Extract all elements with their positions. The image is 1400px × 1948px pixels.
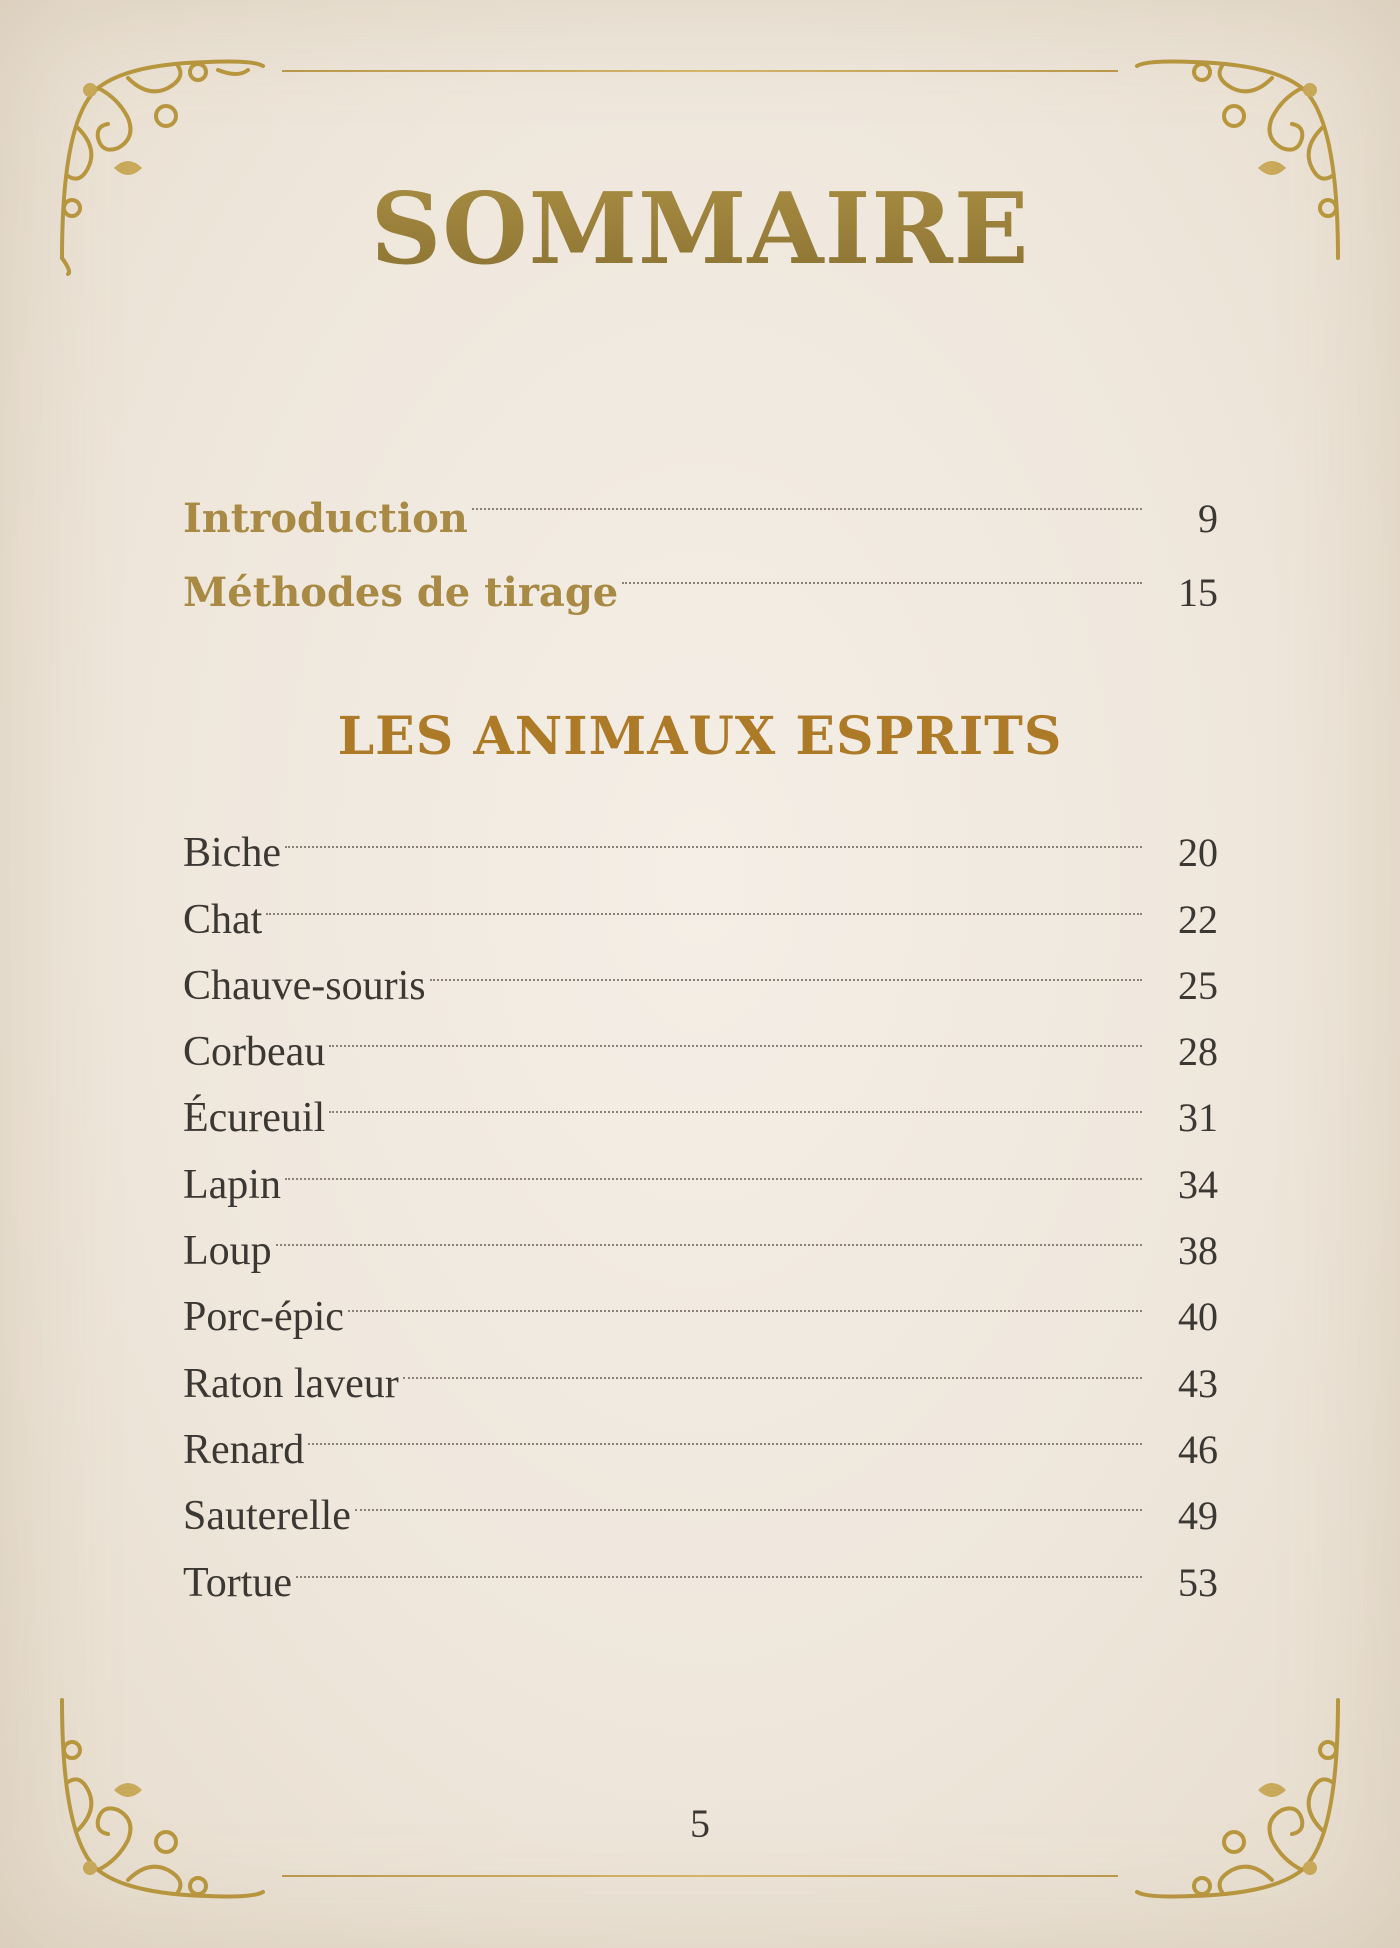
dot-leader [348,1264,1142,1330]
dot-leader [430,933,1142,999]
toc-entry[interactable] [183,1198,1218,1275]
toc-entry-page: 28 [1178,1029,1218,1075]
page-title: SOMMAIRE [0,172,1400,287]
toc-entry[interactable] [183,933,1218,1009]
toc-entry-label: Corbeau [183,1029,326,1076]
toc-entry[interactable] [183,800,1218,877]
toc-entry[interactable] [183,1397,1218,1473]
toc-entry-page: 9 [1198,496,1218,541]
toc-entry-label: Tortue [183,1559,293,1606]
toc-entry-page: 40 [1178,1294,1218,1340]
toc-entry-label: Méthodes de tirage [183,569,619,616]
dot-leader [329,999,1142,1065]
toc-entry-label: Écureuil [183,1095,326,1142]
toc-entry[interactable] [183,1065,1218,1142]
toc-entry-label: Raton laveur [183,1360,399,1407]
toc-entry-label: Introduction [183,495,468,542]
toc-entry-label: Lapin [183,1161,281,1208]
toc-entry-label: Porc-épic [183,1294,344,1341]
toc-entry-label: Sauterelle [183,1493,351,1540]
top-border-line [282,70,1118,72]
toc-entry-page: 43 [1178,1360,1218,1406]
dot-leader [329,1065,1142,1131]
dot-leader [296,1529,1142,1595]
toc-entry-page: 38 [1178,1228,1218,1274]
toc-entry[interactable] [183,1463,1218,1540]
dot-leader [308,1397,1142,1463]
toc-entry-page: 31 [1178,1095,1218,1141]
dot-leader [276,1198,1142,1264]
toc-entry-label: Renard [183,1426,305,1473]
animals-toc-list [183,800,1218,1606]
ornament-corner-icon [58,1680,268,1900]
toc-entry-label: Loup [183,1228,272,1275]
intro-toc-list [183,458,1218,616]
dot-leader [285,800,1142,866]
toc-entry[interactable] [183,1131,1218,1208]
dot-leader [285,1131,1142,1197]
dot-leader [472,458,1142,532]
toc-entry-page: 15 [1178,570,1218,615]
toc-entry[interactable] [183,1529,1218,1606]
toc-entry[interactable] [183,1264,1218,1341]
toc-entry-page: 46 [1178,1426,1218,1472]
dot-leader [355,1463,1142,1529]
bottom-border-line [282,1875,1118,1877]
toc-entry-page: 20 [1178,830,1218,876]
toc-entry[interactable] [183,458,1218,542]
toc-entry[interactable] [183,866,1218,943]
ornament-corner-icon [1132,1680,1342,1900]
toc-entry-label: Chat [183,896,263,943]
dot-leader [266,866,1142,932]
toc-entry[interactable] [183,999,1218,1076]
dot-leader [403,1330,1142,1396]
toc-entry-label: Chauve-souris [183,962,426,1009]
dot-leader [622,532,1142,606]
toc-entry-page: 22 [1178,896,1218,942]
toc-entry-label: Biche [183,830,281,877]
page-number: 5 [690,1801,710,1846]
toc-entry-page: 34 [1178,1161,1218,1207]
toc-entry-page: 53 [1178,1559,1218,1605]
toc-entry-page: 25 [1178,962,1218,1008]
toc-entry-page: 49 [1178,1493,1218,1539]
section-heading: LES ANIMAUX ESPRITS [337,706,1063,767]
